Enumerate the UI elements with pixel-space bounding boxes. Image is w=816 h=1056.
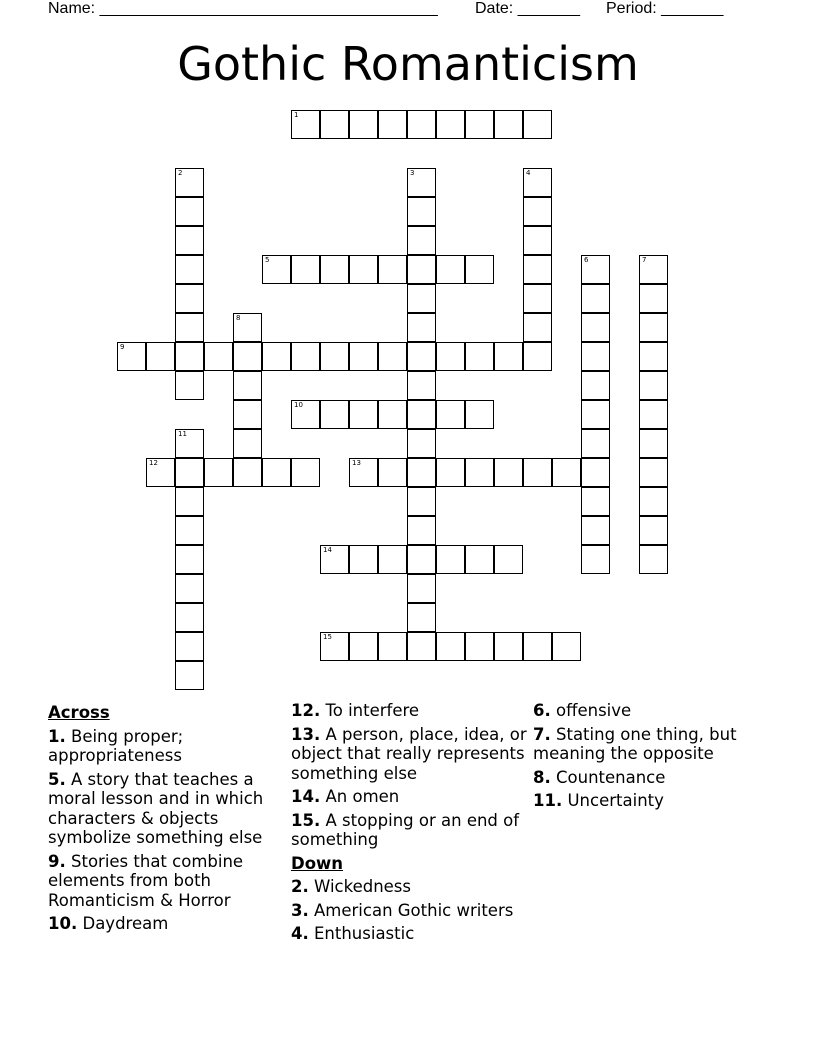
grid-cell[interactable] xyxy=(175,661,204,690)
grid-cell[interactable] xyxy=(233,400,262,429)
grid-cell[interactable] xyxy=(146,342,175,371)
grid-cell[interactable] xyxy=(523,313,552,342)
grid-cell[interactable] xyxy=(349,110,378,139)
clue-down-7: 7. Stating one thing, but meaning the opposite xyxy=(533,724,737,763)
grid-cell[interactable] xyxy=(465,545,494,574)
grid-cell[interactable] xyxy=(349,632,378,661)
grid-cell[interactable] xyxy=(436,110,465,139)
grid-cell[interactable] xyxy=(523,226,552,255)
clue-number: 1 xyxy=(294,111,299,119)
grid-cell[interactable] xyxy=(291,400,320,429)
grid-cell[interactable] xyxy=(581,313,610,342)
grid-cell[interactable] xyxy=(204,342,233,371)
grid-cell[interactable] xyxy=(349,545,378,574)
grid-cell[interactable] xyxy=(349,400,378,429)
grid-cell[interactable] xyxy=(320,342,349,371)
clue-across-15: 15. A stopping or an end of something xyxy=(291,810,520,849)
grid-cell[interactable] xyxy=(407,226,436,255)
grid-cell[interactable] xyxy=(407,284,436,313)
grid-cell[interactable] xyxy=(175,545,204,574)
name-field[interactable]: Name: ______________________________________ xyxy=(48,0,438,17)
grid-cell[interactable] xyxy=(407,516,436,545)
grid-cell[interactable] xyxy=(639,342,668,371)
clue-across-14: 14. An omen xyxy=(291,787,400,806)
grid-cell[interactable] xyxy=(175,516,204,545)
grid-cell[interactable] xyxy=(523,168,552,197)
date-field[interactable]: Date: _______ xyxy=(475,0,580,17)
grid-cell[interactable] xyxy=(639,458,668,487)
grid-cell[interactable] xyxy=(175,574,204,603)
grid-cell[interactable] xyxy=(639,371,668,400)
grid-cell[interactable] xyxy=(175,313,204,342)
grid-cell[interactable] xyxy=(378,255,407,284)
grid-cell[interactable] xyxy=(436,545,465,574)
grid-cell[interactable] xyxy=(407,342,436,371)
grid-cell[interactable] xyxy=(494,110,523,139)
grid-cell[interactable] xyxy=(233,313,262,342)
grid-cell[interactable] xyxy=(581,487,610,516)
grid-cell[interactable] xyxy=(320,400,349,429)
grid-cell[interactable] xyxy=(378,545,407,574)
grid-cell[interactable] xyxy=(233,342,262,371)
grid-cell[interactable] xyxy=(233,371,262,400)
clue-number: 3 xyxy=(410,169,415,177)
grid-cell[interactable] xyxy=(175,284,204,313)
grid-cell[interactable] xyxy=(233,458,262,487)
grid-cell[interactable] xyxy=(639,313,668,342)
grid-cell[interactable] xyxy=(291,255,320,284)
grid-cell[interactable] xyxy=(407,110,436,139)
grid-cell[interactable] xyxy=(320,632,349,661)
clue-column-2 xyxy=(291,701,531,948)
clue-number: 15 xyxy=(323,633,332,641)
grid-cell[interactable] xyxy=(320,110,349,139)
clue-down-2: 2. Wickedness xyxy=(291,877,412,896)
clue-number: 13 xyxy=(352,459,361,467)
grid-cell[interactable] xyxy=(262,255,291,284)
clue-number: 2 xyxy=(178,169,183,177)
clue-down-3: 3. American Gothic writers xyxy=(291,900,514,920)
grid-cell[interactable] xyxy=(639,255,668,284)
period-field[interactable]: Period: _______ xyxy=(606,0,724,17)
down-heading: Down xyxy=(291,853,344,873)
page-title: Gothic Romanticism xyxy=(177,37,639,91)
grid-cell[interactable] xyxy=(291,342,320,371)
grid-cell[interactable] xyxy=(378,400,407,429)
grid-cell[interactable] xyxy=(581,255,610,284)
grid-cell[interactable] xyxy=(494,632,523,661)
grid-cell[interactable] xyxy=(407,487,436,516)
grid-cell[interactable] xyxy=(175,197,204,226)
clue-number: 10 xyxy=(294,401,303,409)
clue-number: 5 xyxy=(265,256,270,264)
grid-cell[interactable] xyxy=(465,458,494,487)
clue-number: 8 xyxy=(236,314,241,322)
clue-number: 14 xyxy=(323,546,332,554)
grid-cell[interactable] xyxy=(581,429,610,458)
grid-cell[interactable] xyxy=(436,400,465,429)
clue-down-4: 4. Enthusiastic xyxy=(291,924,415,943)
grid-cell[interactable] xyxy=(262,458,291,487)
grid-cell[interactable] xyxy=(175,342,204,371)
grid-cell[interactable] xyxy=(291,458,320,487)
grid-cell[interactable] xyxy=(291,110,320,139)
grid-cell[interactable] xyxy=(175,371,204,400)
grid-cell[interactable] xyxy=(262,342,291,371)
grid-cell[interactable] xyxy=(407,545,436,574)
grid-cell[interactable] xyxy=(523,197,552,226)
clue-number: 11 xyxy=(178,430,187,438)
grid-cell[interactable] xyxy=(494,545,523,574)
clue-number: 9 xyxy=(120,343,125,351)
grid-cell[interactable] xyxy=(407,255,436,284)
grid-cell[interactable] xyxy=(175,168,204,197)
grid-cell[interactable] xyxy=(204,458,233,487)
across-heading: Across xyxy=(48,703,110,722)
grid-cell[interactable] xyxy=(378,110,407,139)
grid-cell[interactable] xyxy=(175,226,204,255)
grid-cell[interactable] xyxy=(175,429,204,458)
clue-across-12: 12. To interfere xyxy=(291,701,420,720)
grid-cell[interactable] xyxy=(146,458,175,487)
grid-cell[interactable] xyxy=(523,284,552,313)
grid-cell[interactable] xyxy=(465,400,494,429)
grid-cell[interactable] xyxy=(175,603,204,632)
grid-cell[interactable] xyxy=(639,487,668,516)
clue-across-5: 5. A story that teaches a moral lesson and in which characters & objects symbolize something else xyxy=(48,769,264,847)
clue-across-1: 1. Being proper; appropriateness xyxy=(48,726,184,765)
grid-cell[interactable] xyxy=(581,458,610,487)
clue-down-11: 11. Uncertainty xyxy=(533,791,664,810)
grid-cell[interactable] xyxy=(407,400,436,429)
grid-cell[interactable] xyxy=(233,429,262,458)
clue-across-10: 10. Daydream xyxy=(48,914,169,933)
grid-cell[interactable] xyxy=(494,458,523,487)
grid-cell[interactable] xyxy=(117,342,146,371)
grid-cell[interactable] xyxy=(581,284,610,313)
grid-cell[interactable] xyxy=(581,516,610,545)
grid-cell[interactable] xyxy=(581,400,610,429)
grid-cell[interactable] xyxy=(639,284,668,313)
grid-cell[interactable] xyxy=(349,458,378,487)
grid-cell[interactable] xyxy=(407,168,436,197)
grid-cell[interactable] xyxy=(378,632,407,661)
grid-cell[interactable] xyxy=(639,429,668,458)
grid-cell[interactable] xyxy=(175,487,204,516)
grid-cell[interactable] xyxy=(552,632,581,661)
clue-across-9: 9. Stories that combine elements from both Romanticism & Horror xyxy=(48,851,244,910)
grid-cell[interactable] xyxy=(378,458,407,487)
grid-cell[interactable] xyxy=(407,574,436,603)
grid-cell[interactable] xyxy=(349,342,378,371)
clue-column-1 xyxy=(48,701,288,938)
grid-cell[interactable] xyxy=(175,632,204,661)
grid-cell[interactable] xyxy=(407,371,436,400)
clue-number: 12 xyxy=(149,459,158,467)
grid-cell[interactable] xyxy=(639,545,668,574)
grid-cell[interactable] xyxy=(175,255,204,284)
grid-cell[interactable] xyxy=(465,110,494,139)
grid-cell[interactable] xyxy=(407,429,436,458)
grid-cell[interactable] xyxy=(639,400,668,429)
grid-cell[interactable] xyxy=(407,632,436,661)
grid-cell[interactable] xyxy=(407,197,436,226)
grid-cell[interactable] xyxy=(320,545,349,574)
clue-number: 6 xyxy=(584,256,589,264)
clue-column-3 xyxy=(533,701,783,815)
grid-cell[interactable] xyxy=(465,342,494,371)
grid-cell[interactable] xyxy=(523,458,552,487)
grid-cell[interactable] xyxy=(552,458,581,487)
clue-number: 4 xyxy=(526,169,531,177)
grid-cell[interactable] xyxy=(436,632,465,661)
grid-cell[interactable] xyxy=(378,342,407,371)
grid-cell[interactable] xyxy=(407,603,436,632)
grid-cell[interactable] xyxy=(436,255,465,284)
grid-cell[interactable] xyxy=(581,371,610,400)
grid-cell[interactable] xyxy=(523,110,552,139)
grid-cell[interactable] xyxy=(436,342,465,371)
clue-down-6: 6. offensive xyxy=(533,701,632,720)
grid-cell[interactable] xyxy=(465,255,494,284)
grid-cell[interactable] xyxy=(523,342,552,371)
grid-cell[interactable] xyxy=(523,632,552,661)
grid-cell[interactable] xyxy=(465,632,494,661)
grid-cell[interactable] xyxy=(407,458,436,487)
grid-cell[interactable] xyxy=(349,255,378,284)
grid-cell[interactable] xyxy=(407,313,436,342)
grid-cell[interactable] xyxy=(639,516,668,545)
grid-cell[interactable] xyxy=(494,342,523,371)
grid-cell[interactable] xyxy=(320,255,349,284)
grid-cell[interactable] xyxy=(436,458,465,487)
grid-cell[interactable] xyxy=(523,255,552,284)
grid-cell[interactable] xyxy=(581,545,610,574)
clue-down-8: 8. Countenance xyxy=(533,767,666,787)
grid-cell[interactable] xyxy=(581,342,610,371)
grid-cell[interactable] xyxy=(175,458,204,487)
clue-number: 7 xyxy=(642,256,647,264)
clue-across-13: 13. A person, place, idea, or object that really represents something else xyxy=(291,724,527,783)
